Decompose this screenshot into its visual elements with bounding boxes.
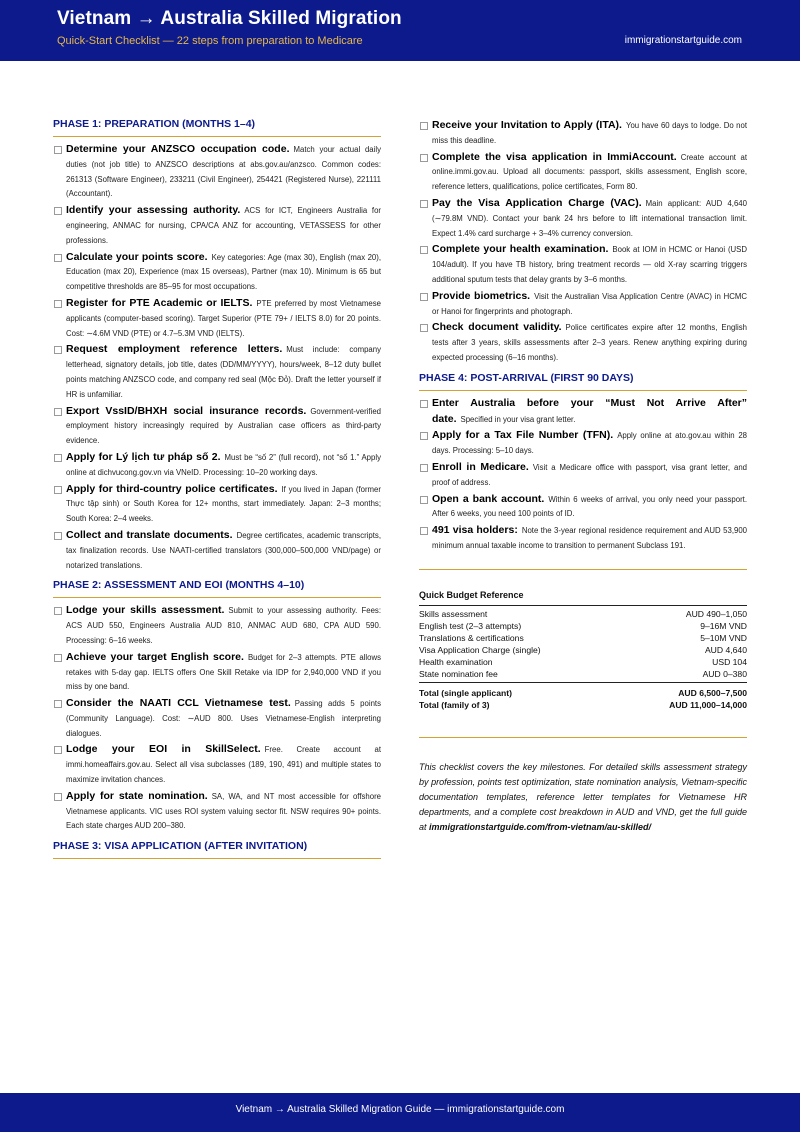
section-divider — [419, 737, 747, 738]
table-row: Translations & certifications 5–10M VND — [419, 632, 747, 643]
checkbox[interactable] — [420, 464, 428, 472]
checkbox[interactable] — [54, 654, 62, 662]
checklist-item: Lodge your EOI in SkillSelect. Free. Create account at immi.homeaffairs.gov.au. Select all visa subclasses (189, 190, 491) and multiple states to maximize invitation chances. — [53, 742, 381, 787]
checklist-item: Enroll in Medicare. Visit a Medicare office with passport, visa grant letter, and proof of address. — [419, 460, 747, 491]
right-column — [419, 118, 747, 835]
section-divider — [419, 569, 747, 570]
table-row: State nomination fee AUD 0–380 — [419, 668, 747, 683]
checklist-item: Complete the visa application in ImmiAccount. Create account at online.immi.gov.au. Upload all documents: passport, skills assessment, English score, reference letters, qualifications, police certificates, Form 80. — [419, 150, 747, 195]
checkbox[interactable] — [420, 324, 428, 332]
checklist-item: Identify your assessing authority. ACS for ICT, Engineers Australia for engineering, ANMAC for nursing, CPA/CA ANZ for accounting, VETASSESS for other professions. — [53, 203, 381, 248]
checklist-item: Complete your health examination. Book at IOM in HCMC or Hanoi (USD 104/adult). If you have TB history, bring treatment records — old X-ray scarring triggers additional sputum tests that delay grants by 3–6 months. — [419, 242, 747, 287]
checkbox[interactable] — [420, 293, 428, 301]
table-row: Visa Application Charge (single) AUD 4,640 — [419, 644, 747, 655]
checklist-item: Check document validity. Police certificates expire after 12 months, English tests after 3 years, skills assessments after 2–3 years. Renew anything expiring during expected processing (6–16 months). — [419, 320, 747, 365]
checkbox[interactable] — [54, 408, 62, 416]
phase-1-heading: PHASE 1: PREPARATION (MONTHS 1–4) — [53, 118, 381, 137]
phase-2-heading: PHASE 2: ASSESSMENT AND EOI (MONTHS 4–10) — [53, 579, 381, 598]
checkbox[interactable] — [54, 486, 62, 494]
checklist-item: Apply for a Tax File Number (TFN). Apply online at ato.gov.au within 28 days. Processing: 5–10 days. — [419, 428, 747, 459]
checkbox[interactable] — [420, 432, 428, 440]
checklist-item: Calculate your points score. Key categories: Age (max 30), English (max 20), Education (max 20), Experience (max 15 overseas), Partner (max 10). Minimum is 65 but competitive thresholds are 85–95 for most occupations. — [53, 250, 381, 295]
checklist-item: Apply for Lý lịch tư pháp số 2. Must be “số 2” (full record), not “số 1.” Apply online at dichvucong.gov.vn via VNeID. Processing: 10–20 working days. — [53, 450, 381, 481]
total-row: Total (single applicant) AUD 6,500–7,500 — [419, 687, 747, 698]
checklist-item: Provide biometrics. Visit the Australian Visa Application Centre (AVAC) in HCMC or Hanoi for fingerprints and photograph. — [419, 289, 747, 320]
budget-heading: Quick Budget Reference — [419, 589, 524, 600]
table-row: Skills assessment AUD 490–1,050 — [419, 605, 747, 620]
header-site-link[interactable]: immigrationstartguide.com — [624, 35, 742, 46]
checkbox[interactable] — [420, 527, 428, 535]
document-subtitle: Quick-Start Checklist — 22 steps from preparation to Medicare — [57, 35, 363, 47]
checkbox[interactable] — [54, 300, 62, 308]
checkbox[interactable] — [54, 207, 62, 215]
checkbox[interactable] — [420, 400, 428, 408]
checklist-item: Apply for third-country police certificates. If you lived in Japan (former Thực tập sinh) or South Korea for 12+ months, start immediately. Japan: 2–3 months; South Korea: 2–4 weeks. — [53, 482, 381, 527]
checklist-item: Export VssID/BHXH social insurance records. Government-verified employment history increasingly required by Australian case officers as third-party evidence. — [53, 404, 381, 449]
phase-3-heading: PHASE 3: VISA APPLICATION (AFTER INVITATION) — [53, 840, 381, 859]
checkbox[interactable] — [420, 154, 428, 162]
checklist-item: Pay the Visa Application Charge (VAC). Main applicant: AUD 4,640 (∼79.8M VND). Contact your bank 24 hrs before to lift international transaction limit. Expect 1.4% card surcharge + 3–4% currency conversion. — [419, 196, 747, 241]
budget-table — [419, 605, 747, 711]
checkbox[interactable] — [54, 346, 62, 354]
checklist-item: Consider the NAATI CCL Vietnamese test. Passing adds 5 points (Community Language). Cost: ∼AUD 800. Uses Vietnamese-English interpreting dialogues. — [53, 696, 381, 741]
checklist-item: Register for PTE Academic or IELTS. PTE preferred by most Vietnamese applicants (computer-based scoring). Target Superior (PTE 79+ / IELTS 8.0) for 20 points. Cost: ∼4.6M VND (PTE) or 4.7–5.3M VND (IELTS). — [53, 296, 381, 341]
checkbox[interactable] — [420, 200, 428, 208]
checklist-item: Lodge your skills assessment. Submit to your assessing authority. Fees: ACS AUD 550, Engineers Australia AUD 810, ANMAC AUD 680, CPA AUD 590. Processing: 6–16 weeks. — [53, 603, 381, 648]
phase-4-heading: PHASE 4: POST-ARRIVAL (FIRST 90 DAYS) — [419, 372, 747, 391]
document-title: Vietnam → Australia Skilled Migration — [57, 8, 402, 29]
checklist-item: Achieve your target English score. Budget for 2–3 attempts. PTE allows retakes with 5-day gap. IELTS offers One Skill Retake via IDP for 2,940,000 VND if you miss by one band. — [53, 650, 381, 695]
checkbox[interactable] — [54, 793, 62, 801]
table-row: English test (2–3 attempts) 9–16M VND — [419, 620, 747, 631]
table-row: Health examination USD 104 — [419, 656, 747, 667]
checkbox[interactable] — [54, 454, 62, 462]
checkbox[interactable] — [420, 246, 428, 254]
checkbox[interactable] — [420, 122, 428, 130]
checklist-item: Collect and translate documents. Degree certificates, academic transcripts, tax finalization records. Use NAATI-certified translators (300,000–500,000 VND/page) or notarized translations. — [53, 528, 381, 573]
left-column — [53, 118, 381, 864]
checkbox[interactable] — [54, 532, 62, 540]
page-header — [0, 0, 800, 61]
checklist-item: Apply for state nomination. SA, WA, and NT most accessible for offshore Vietnamese applicants. VIC uses ROI system valuing sector fit. NSW requires 90+ points. Each state charges AUD 200–380. — [53, 789, 381, 834]
checkbox[interactable] — [54, 607, 62, 615]
page-footer: Vietnam → Australia Skilled Migration Guide — immigrationstartguide.com — [0, 1093, 800, 1132]
closing-note: This checklist covers the key milestones. For detailed skills assessment strategy by profession, points test optimization, state nomination analysis, Vietnam-specific documentation templates, reference letter templates for Vietnamese HR departments, and a complete cost breakdown in AUD and VND, get the full guide at immigrationstartguide.com/from-vietnam/au-skilled/ — [419, 761, 747, 832]
checklist-item: Determine your ANZSCO occupation code. Match your actual daily duties (not job title) to ANZSCO descriptions at abs.gov.au/anzsco. Common codes: 261313 (Software Engineer), 233211 (Civil Engineer), 254421 (Registered Nurse), 221111 (Accountant). — [53, 142, 381, 202]
checklist-item: Request employment reference letters. Must include: company letterhead, signatory details, job title, dates (DD/MM/YYYY), hours/week, 8–12 duty bullet points matching ANZSCO code, and company red seal (Mộc Đỏ). Draft the letter yourself if HR is unfamiliar. — [53, 342, 381, 402]
checklist-item: Enter Australia before your “Must Not Arrive After” date. Specified in your visa grant letter. — [419, 396, 747, 428]
checkbox[interactable] — [54, 146, 62, 154]
checkbox[interactable] — [54, 700, 62, 708]
checkbox[interactable] — [54, 746, 62, 754]
checkbox[interactable] — [54, 254, 62, 262]
total-row: Total (family of 3) AUD 11,000–14,000 — [419, 699, 747, 710]
checklist-item: Open a bank account. Within 6 weeks of arrival, you only need your passport. After 6 weeks, you need 100 points of ID. — [419, 492, 747, 523]
checkbox[interactable] — [420, 496, 428, 504]
guide-link[interactable]: immigrationstartguide.com/from-vietnam/au-skilled/ — [429, 821, 652, 832]
checklist-item: Receive your Invitation to Apply (ITA). You have 60 days to lodge. Do not miss this deadline. — [419, 118, 747, 149]
checklist-item: 491 visa holders: Note the 3-year regional residence requirement and AUD 53,900 minimum annual taxable income to transition to permanent Subclass 191. — [419, 523, 747, 554]
